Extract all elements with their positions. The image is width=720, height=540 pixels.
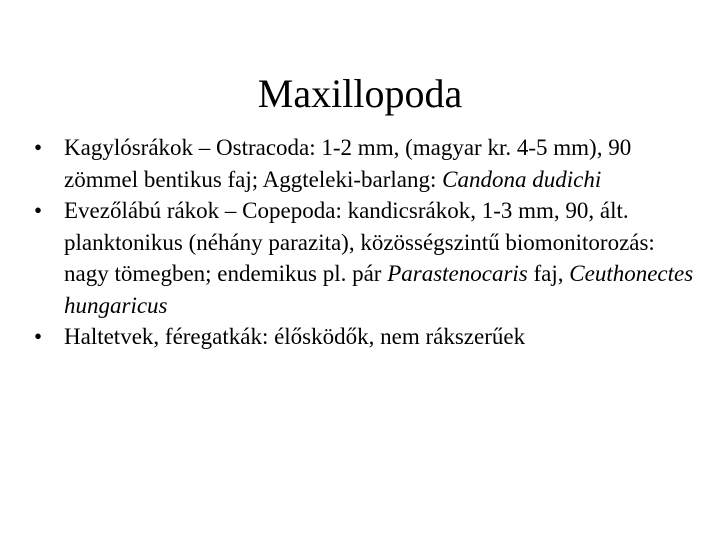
genus-name: Parastenocaris [387, 261, 528, 286]
bullet-item-copepoda [34, 195, 694, 321]
slide-title: Maxillopoda [257, 71, 463, 116]
bullet-dot-icon: • [34, 324, 43, 349]
bullet-dot-icon: • [34, 198, 43, 223]
bullet-item-parasites [34, 321, 694, 353]
bullet-text-segment: Haltetvek, féregatkák: élősködők, nem rákszerűek [64, 324, 526, 349]
bullet-item-ostracoda [34, 132, 694, 195]
species-name: Candona dudichi [442, 166, 602, 192]
bullet-text-segment: faj, [527, 261, 570, 286]
bullet-list [34, 132, 694, 353]
bullet-dot-icon: • [34, 135, 43, 160]
bullet-text-segment: Evezőlábú rákok – Copepoda: kandicsrákok, 1-3 mm, 90, ált. planktonikus (néhány parazita), közösségszintű biomonitorozás: nagy tömegben; endemikus pl. pár [64, 198, 655, 286]
bullet-text-segment: Kagylósrákok – Ostracoda: 1-2 mm, (magyar kr. 4-5 mm), 90 zömmel bentikus faj; Aggteleki-barlang: [64, 135, 632, 192]
species-name: Ceuthonectes hungaricus [64, 261, 694, 318]
